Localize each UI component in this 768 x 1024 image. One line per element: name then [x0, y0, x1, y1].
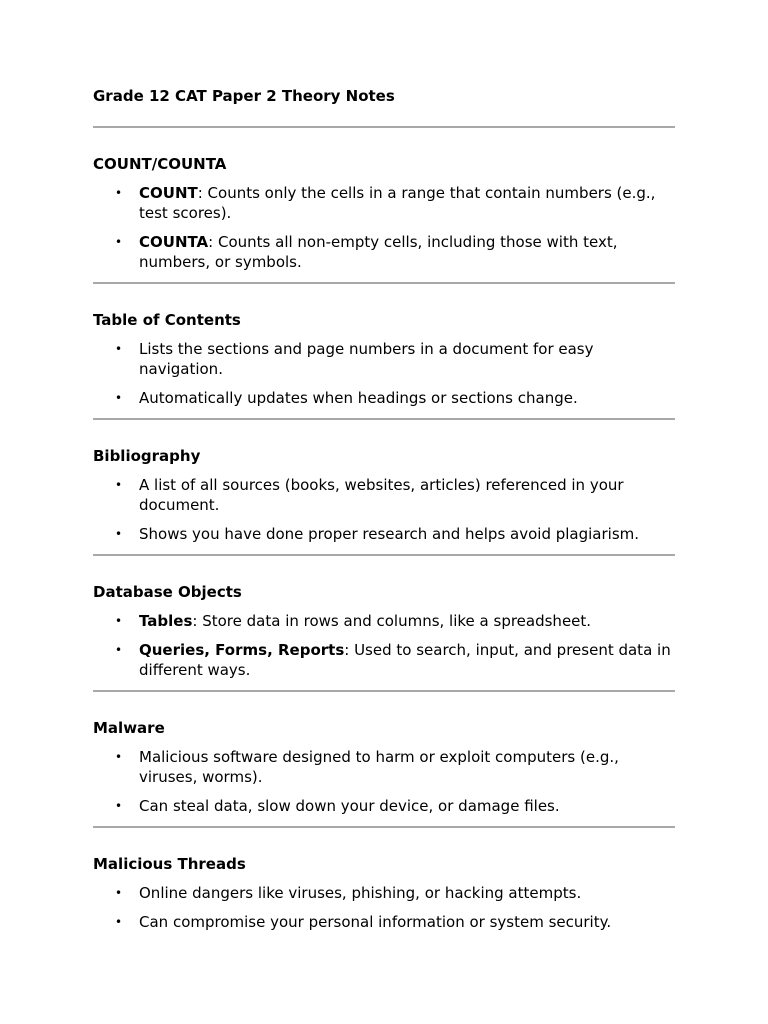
item-term: Tables [139, 612, 193, 630]
list-item [93, 912, 675, 932]
list-item [93, 339, 675, 379]
item-text: : Store data in rows and columns, like a spreadsheet. [192, 612, 592, 630]
item-text: Can compromise your personal information or system security. [139, 913, 612, 931]
item-text: : Counts all non-empty cells, including those with text, numbers, or symbols. [139, 233, 618, 271]
bullet-list [93, 883, 675, 932]
item-term: COUNT [139, 184, 198, 202]
section-heading: Malware [93, 719, 165, 737]
list-item [93, 796, 675, 816]
bullet-icon: • [115, 186, 123, 200]
list-item [93, 524, 675, 544]
item-text: : Counts only the cells in a range that contain numbers (e.g., test scores). [139, 184, 656, 222]
section [93, 446, 675, 554]
item-text: Malicious software designed to harm or exploit computers (e.g., viruses, worms). [139, 748, 619, 786]
bullet-icon: • [115, 886, 123, 900]
section-divider [93, 418, 675, 420]
section-heading: Table of Contents [93, 311, 241, 329]
item-text: A list of all sources (books, websites, articles) referenced in your document. [139, 476, 624, 514]
bullet-icon: • [115, 342, 123, 356]
bullet-list [93, 183, 675, 272]
bullet-icon: • [115, 799, 123, 813]
section-divider [93, 826, 675, 828]
section [93, 154, 675, 282]
item-term: COUNTA [139, 233, 209, 251]
bullet-icon: • [115, 614, 123, 628]
list-item [93, 183, 675, 223]
item-text: : Used to search, input, and present data in different ways. [139, 641, 671, 679]
section [93, 310, 675, 418]
item-text: Shows you have done proper research and helps avoid plagiarism. [139, 525, 640, 543]
section [93, 582, 675, 690]
list-item [93, 388, 675, 408]
item-text: Online dangers like viruses, phishing, or hacking attempts. [139, 884, 582, 902]
bullet-list [93, 475, 675, 544]
section-heading: Bibliography [93, 447, 201, 465]
section [93, 854, 675, 942]
title-divider [93, 126, 675, 128]
list-item [93, 475, 675, 515]
bullet-list [93, 339, 675, 408]
bullet-icon: • [115, 235, 123, 249]
list-item [93, 747, 675, 787]
list-item [93, 883, 675, 903]
item-term: Queries, Forms, Reports [139, 641, 345, 659]
bullet-icon: • [115, 527, 123, 541]
section-heading: COUNT/COUNTA [93, 155, 227, 173]
bullet-icon: • [115, 750, 123, 764]
item-text: Lists the sections and page numbers in a document for easy navigation. [139, 340, 594, 378]
list-item [93, 640, 675, 680]
list-item [93, 611, 675, 631]
section-divider [93, 282, 675, 284]
sections-container [93, 154, 675, 942]
bullet-icon: • [115, 391, 123, 405]
bullet-icon: • [115, 915, 123, 929]
item-text: Automatically updates when headings or sections change. [139, 389, 578, 407]
section-heading: Database Objects [93, 583, 242, 601]
bullet-icon: • [115, 643, 123, 657]
bullet-list [93, 611, 675, 680]
bullet-icon: • [115, 478, 123, 492]
section [93, 718, 675, 826]
document-title: Grade 12 CAT Paper 2 Theory Notes [93, 87, 395, 105]
document [93, 86, 675, 942]
section-heading: Malicious Threads [93, 855, 246, 873]
bullet-list [93, 747, 675, 816]
section-divider [93, 554, 675, 556]
item-text: Can steal data, slow down your device, or damage files. [139, 797, 560, 815]
list-item [93, 232, 675, 272]
section-divider [93, 690, 675, 692]
